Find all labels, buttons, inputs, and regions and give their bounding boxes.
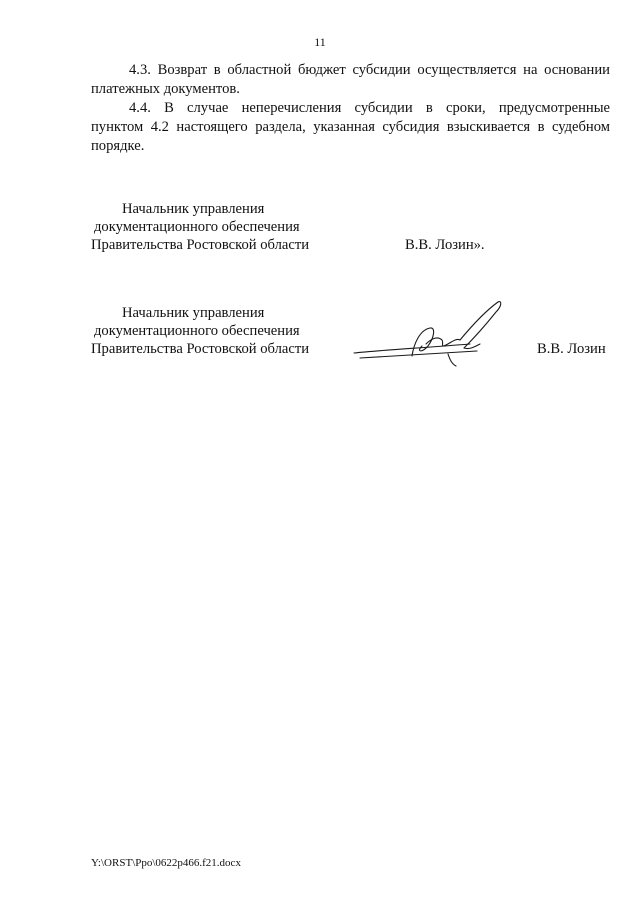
position-line: Начальник управления	[122, 201, 265, 217]
paragraph-line: 4.3. Возврат в областной бюджет субсидии осуществляется на основании	[129, 62, 610, 78]
paragraph-line: 4.4. В случае неперечисления субсидии в сроки, предусмотренные	[129, 100, 610, 116]
paragraph-line: платежных документов.	[91, 81, 240, 97]
paragraph-line: порядке.	[91, 138, 145, 154]
paragraph-4-3	[91, 61, 610, 99]
position-line: Начальник управления	[122, 305, 265, 321]
position-line: документационного обеспечения	[94, 219, 300, 235]
signatory-name-2: В.В. Лозин	[537, 341, 606, 357]
handwritten-signature	[352, 298, 512, 378]
paragraph-4-4	[91, 99, 610, 156]
signature-block-1-title	[91, 200, 309, 254]
signatory-name-1: В.В. Лозин».	[405, 237, 485, 253]
page-number: 11	[314, 35, 326, 49]
position-line: Правительства Ростовской области	[91, 341, 310, 357]
file-path-footer: Y:\ORST\Ppo\0622p466.f21.docx	[91, 857, 241, 869]
position-line: Правительства Ростовской области	[91, 237, 310, 253]
signature-block-2-title	[91, 304, 309, 358]
position-line: документационного обеспечения	[94, 323, 300, 339]
paragraph-line: пунктом 4.2 настоящего раздела, указанная субсидия взыскивается в судебном	[91, 119, 610, 135]
